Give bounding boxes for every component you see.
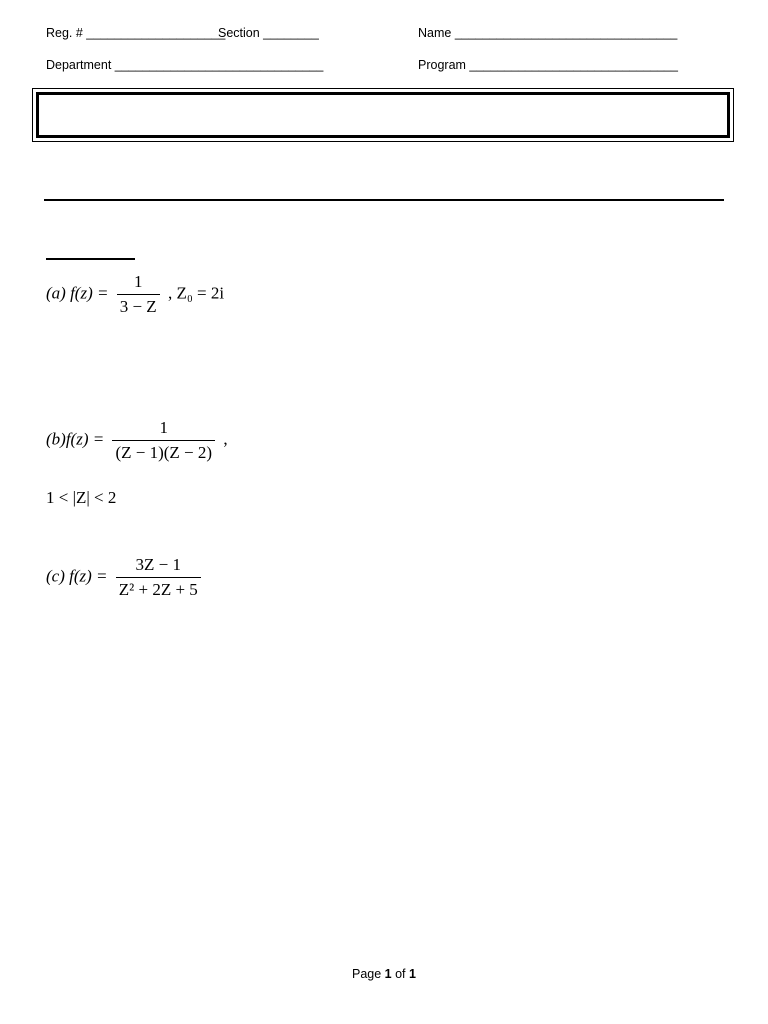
question-c-denominator: Z² + 2Z + 5 — [116, 577, 201, 600]
question-a-fraction — [117, 272, 160, 317]
question-c-label: (c) — [46, 566, 65, 586]
question-a-extra: , Z₀ = 2i — [167, 283, 225, 303]
question-c — [46, 555, 205, 600]
page-footer — [352, 967, 416, 981]
section-field: Section ________ — [218, 26, 319, 40]
question-a-label: (a) — [46, 283, 66, 303]
page-current: 1 — [384, 967, 392, 981]
question-c-numerator: 3Z − 1 — [135, 555, 182, 574]
section-divider — [44, 199, 724, 201]
title-box — [36, 92, 730, 138]
question-b-fraction — [112, 418, 215, 463]
page-prefix: Page — [352, 967, 385, 981]
program-field: Program ______________________________ — [418, 58, 678, 72]
question-c-fraction — [116, 555, 201, 600]
question-b-label: (b) — [46, 429, 66, 449]
question-b — [46, 418, 228, 463]
question-b-denominator: (Z − 1)(Z − 2) — [112, 440, 215, 463]
question-b-extra: , — [223, 429, 228, 449]
question-b-lhs: f(z) = — [65, 429, 105, 449]
question-b-numerator: 1 — [159, 418, 169, 437]
question-a-lhs: f(z) = — [70, 283, 109, 303]
question-a-numerator: 1 — [133, 272, 143, 291]
page-total: 1 — [409, 967, 416, 981]
department-field: Department ______________________________ — [46, 58, 324, 72]
question-b-condition: 1 < |Z| < 2 — [46, 488, 117, 507]
question-c-lhs: f(z) = — [69, 566, 108, 586]
name-field: Name ________________________________ — [418, 26, 678, 40]
reg-number-field: Reg. # ____________________ — [46, 26, 226, 40]
page-of: of — [391, 967, 409, 981]
question-a — [46, 272, 224, 317]
question-a-denominator: 3 − Z — [117, 294, 160, 317]
heading-underline — [46, 258, 135, 260]
